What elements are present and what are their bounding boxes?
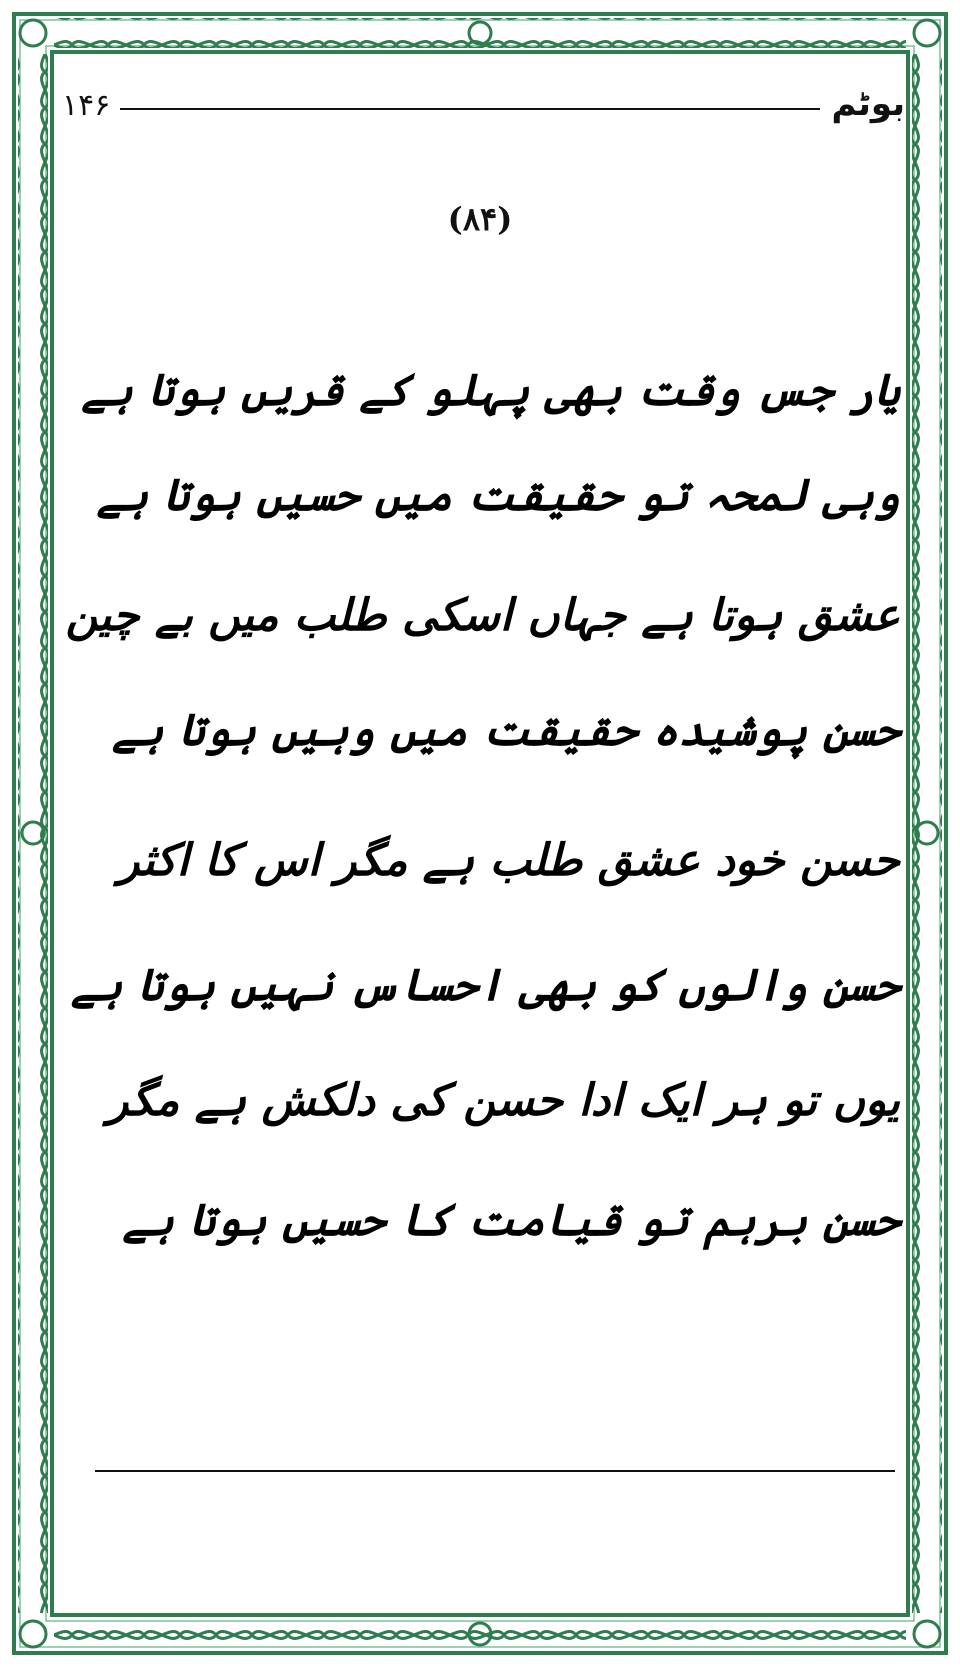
verse-line: وہی لمحہ تو حقیقت میں حسیں ہوتا ہے [96,470,900,521]
page-number: ۱۴۶ [62,88,111,123]
verse-line: حسن والوں کو بھی احساس نہیں ہوتا ہے [70,960,900,1011]
header-rule [120,108,820,110]
poem-number: (۸۴) [447,200,513,238]
verse-line: حسن پوشیدہ حقیقت میں وہیں ہوتا ہے [111,705,900,756]
verse-line: حسن برہم تو قیامت کا حسیں ہوتا ہے [122,1195,900,1246]
verse-line: یوں تو ہر ایک ادا حسن کی دلکش ہے مگر [107,1075,900,1126]
footer-rule [95,1470,895,1472]
running-title: بوٹم [831,84,905,124]
verse-line: عشق ہوتا ہے جہاں اسکی طلب میں بے چین [65,590,900,641]
verse-line: حسن خود عشق طلب ہے مگر اس کا اکثر [118,835,900,886]
verse-line: یار جس وقت بھی پہلو کے قریں ہوتا ہے [81,365,900,416]
